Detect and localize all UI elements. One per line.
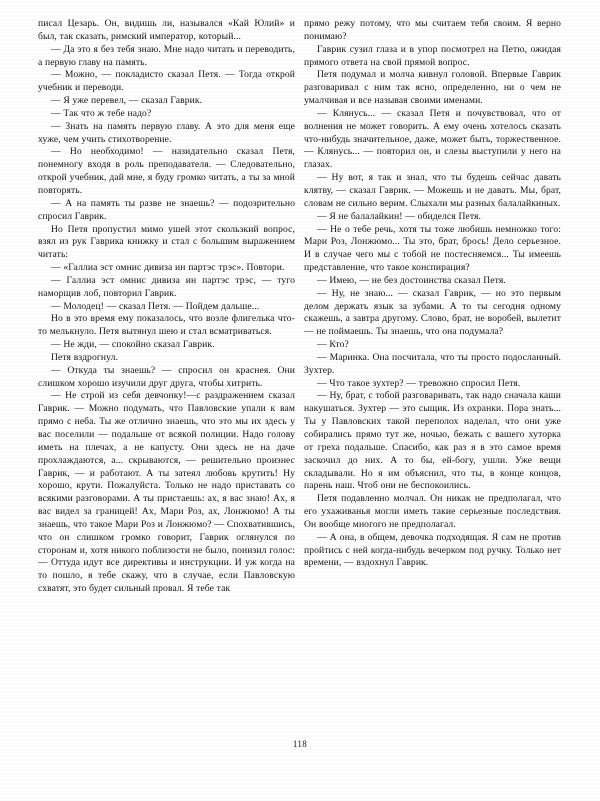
paragraph: — «Галлиа эст омнис дивиза ин партэс трэс». Повтори. <box>51 262 285 274</box>
paragraph: — Я не балалайкин! — обиделся Петя. <box>317 210 482 222</box>
paragraph: — Имею, — не без достоинства сказал Петя. <box>317 274 506 286</box>
paragraph: Петя вздрогнул. <box>51 351 118 363</box>
paragraph: — Можно, — покладисто сказал Петя. — Тогда открой учебник и переводи. <box>38 69 295 94</box>
paragraph: — Да это я без тебя знаю. Мне надо читать и переводить, а первую главу на память. <box>38 43 295 68</box>
paragraph: — Откуда ты знаешь? — спросил он краснея. Они слишком хорошо изучили друг друга, чтобы хитрить. <box>38 364 295 389</box>
paragraph: прямо режу потому, что мы считаем тебя своим. Я верно понимаю? <box>304 18 561 42</box>
paragraph: Петя подумал и молча кивнул головой. Впервые Гаврик разговаривал с ним так ясно, определенно, ни о чем не умалчивая и все называя своими именами. <box>304 69 561 107</box>
paragraph: — Я уже перевел, — сказал Гаврик. <box>51 95 203 107</box>
paragraph: писал Цезарь. Он, видишь ли, назывался «Кай Юлий» и был, так сказать, римский император, который... <box>38 18 295 42</box>
paragraph: — А она, в общем, девочка подходящая. Я сам не против пройтись с ней когда-нибудь вечерком под ручку. Только нет времени, — вздохнул Гаврик. <box>304 531 561 569</box>
paragraph: — Маринка. Она посчитала, что ты просто подосланный. Зухтер. <box>304 351 561 376</box>
paragraph: — Ну, не знаю... — сказал Гаврик, — но это первым делом держать язык за зубами. А то ты сегодня одному скажешь, а завтра другому. Слово, брат, не воробей, вылетит — не поймаешь. Ты знаешь, что она подумала? <box>304 287 561 338</box>
paragraph: — Не строй из себя девчонку!—с раздражением сказал Гаврик. — Можно подумать, что Павловские упали к вам прямо с неба. Ты же отлично знаешь, что это мы их здесь у вас поселили — подальше от всякой полиции. Надо голову иметь на плечах, а не капусту. Они здесь не на даче прохлаждаются, а... скрываются, — решительно произнес Гаврик, — и работают. А ты затеял любовь крутить! Ну хорошо, крути. Пожалуйста. Только не надо приставать со всякими разговорами. А ты пристаешь: ах, я вас знаю! Ах, я вас видел за границей! Ах, Мари Роз, ах, Лонжюмо! А ты знаешь, что такое Мари Роз и Лонжюмо? — Спохватившись, что он слишком громко говорит, Гаврик оглянулся по сторонам и, хотя никого поблизости не было, понизил голос: — Оттуда идут все директивы и инструкции. И уж когда на то пошло, я тебе скажу, что в случае, если Павловскую схватят, это будет сильный провал. Я тебе так <box>38 390 295 595</box>
paragraph: — Кто? <box>317 339 349 351</box>
paragraph: — Не о тебе речь, хотя ты тоже любишь немножко того: Мари Роз, Лонжюмо... Ты это, брат, брось! Дело серьезное. И в случае чего мы с тобой не постесняемся... Ты имеешь представление, что такое конспирация? <box>304 223 561 274</box>
page-number: 118 <box>292 739 308 749</box>
paragraph: — Галлиа эст омнис дивиза ин партэс трэс, — туго наморщив лоб, повторил Гаврик. <box>38 274 295 299</box>
paragraph: — Клянусь... — сказал Петя и почувствовал, что от волнения не может говорить. А ему очень хотелось сказать что-нибудь значительное, даже, может быть, торжественное. — Клянусь... — повторил он, и слезы выступили у него на глазах. <box>304 107 561 171</box>
paragraph: — А на память ты разве не знаешь? — подозрительно спросил Гаврик. <box>38 197 295 222</box>
text-body <box>38 18 562 723</box>
left-text-column <box>38 18 295 596</box>
paragraph: — Ну, брат, с тобой разговаривать, так надо сначала каши накушаться. Зухтер — это сыщик. Из охранки. Пора знать... Ты у Павловских такой переполох наделал, что они уже собирались прямо тут же, ночью, бежать с вашего хуторка от греха подальше. Спасибо, как раз я в это самое время заскочил до них. А то бы, ей-богу, ушли. Уже вещи складывали. Но я им объяснил, что ты, в конце концов, парень наш. Чтоб они не беспокоились. <box>304 390 561 492</box>
paragraph: — Что такое зухтер? — тревожно спросил Петя. <box>317 377 521 389</box>
paragraph: — Не жди, — спокойно сказал Гаврик. <box>51 339 215 351</box>
paragraph: Но в это время ему показалось, что возле флигелька что-то мелькнуло. Петя вытянул шею и стал всматриваться. <box>38 313 295 338</box>
paragraph: Гаврик сузил глаза и в упор посмотрел на Петю, ожидая прямого ответа на свой прямой вопрос. <box>304 43 561 68</box>
paragraph: — Знать на память первую главу. А это для меня еще хуже, чем учить стихотворение. <box>38 120 295 145</box>
paragraph: — Молодец! — сказал Петя. — Пойдем дальше... <box>51 300 260 312</box>
paragraph: — Так что ж тебе надо? <box>51 107 152 119</box>
paragraph: — Ну вот, я так и знал, что ты будешь сейчас давать клятву, — сказал Гаврик. — Можешь и не давать. Мы, брат, словам не сильно верим. Слыхали мы разных балалайкиных. <box>304 172 561 209</box>
paragraph: Петя подавленно молчал. Он никак не предполагал, что его ухаживанья могли иметь такие серьезные последствия. Он вообще многого не предполагал. <box>304 493 561 530</box>
right-text-column <box>304 18 561 570</box>
paragraph: — Но необходимо! — назидательно сказал Петя, понемногу входя в роль преподавателя. — Следовательно, открой учебник, дай мне, я буду громко читать, а ты за мной повторять. <box>38 146 295 196</box>
paragraph: Но Петя пропустил мимо ушей этот скользкий вопрос, взял из рук Гаврика книжку и стал с большим выражением читать: <box>38 223 295 261</box>
